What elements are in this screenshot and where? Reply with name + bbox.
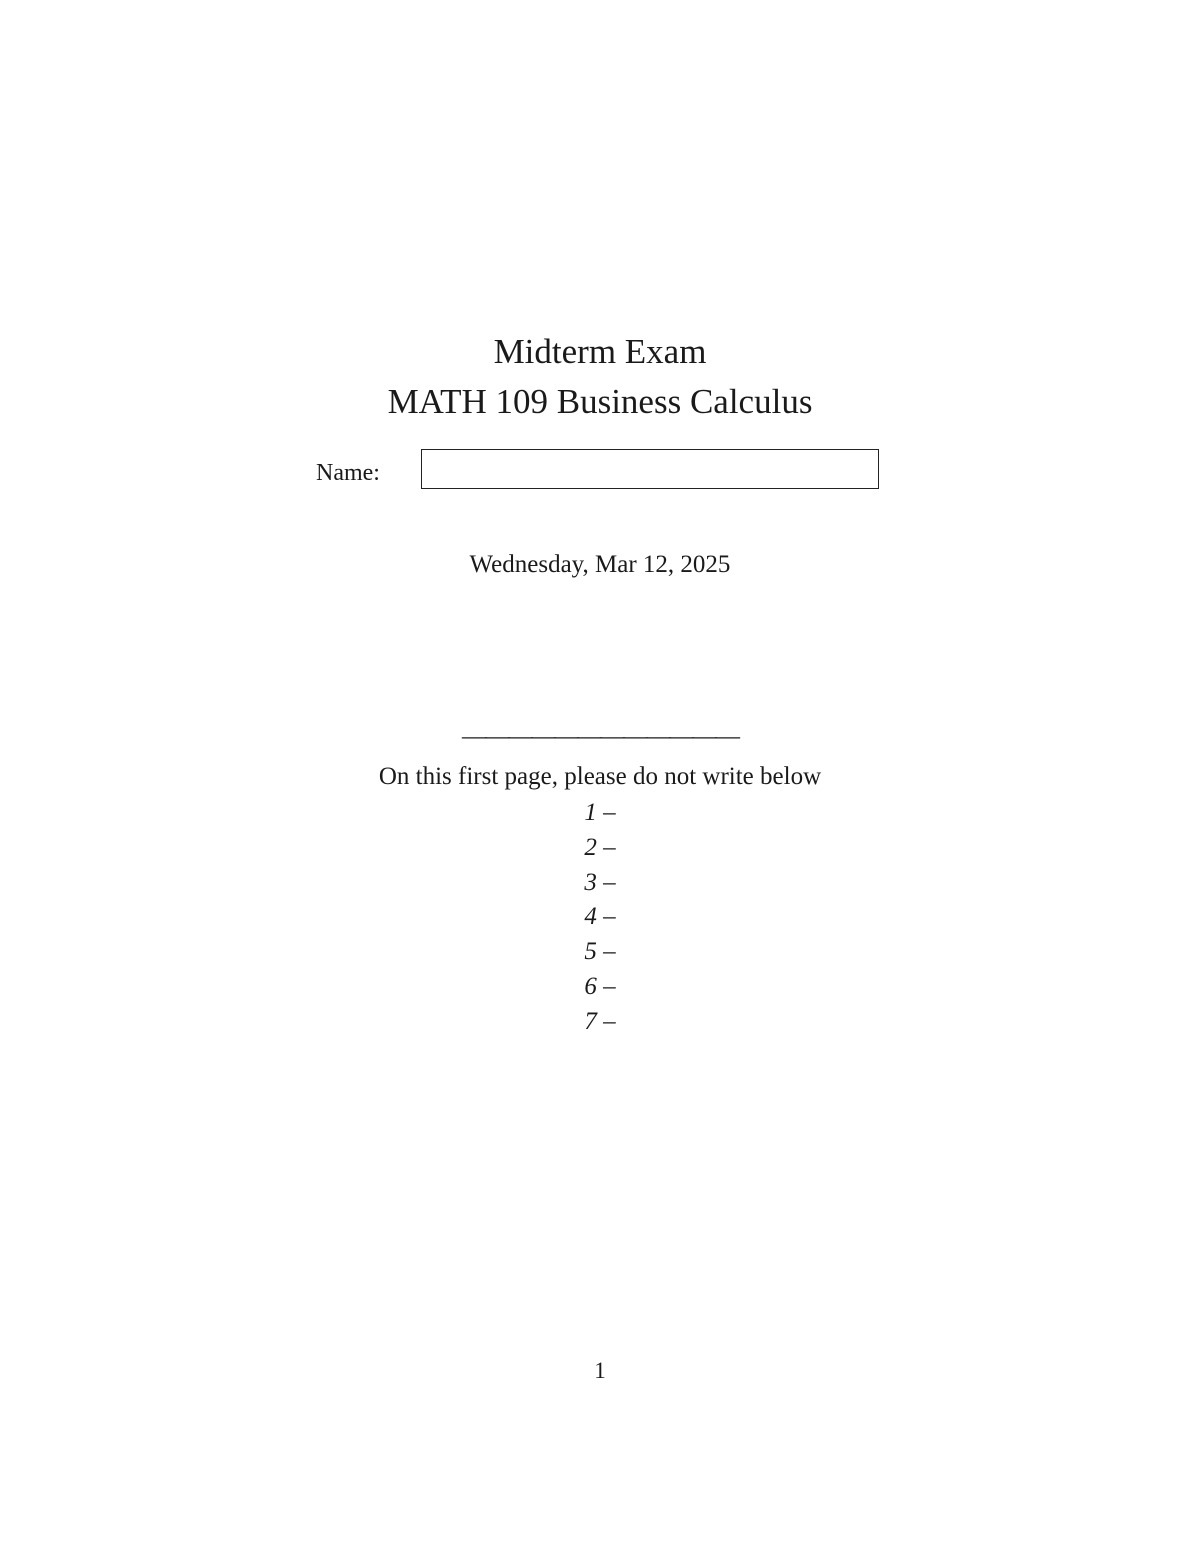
problem-number: 2 [584, 833, 597, 861]
score-separator: – [603, 799, 616, 826]
score-separator: – [603, 833, 616, 861]
exam-date: Wednesday, Mar 12, 2025 [469, 551, 731, 578]
score-list [0, 796, 1200, 1040]
course-title: MATH 109 Business Calculus [387, 382, 813, 421]
page-number: 1 [594, 1358, 606, 1383]
score-row [0, 866, 1200, 901]
problem-number: 7 [584, 1007, 597, 1035]
score-row [0, 970, 1200, 1005]
score-separator: – [603, 903, 616, 931]
name-label: Name: [316, 460, 380, 486]
score-row [0, 1005, 1200, 1040]
problem-number: 1 [584, 799, 597, 826]
score-separator: – [603, 972, 616, 1000]
problem-number: 6 [584, 972, 597, 1000]
score-row [0, 900, 1200, 935]
problem-number: 4 [584, 903, 597, 931]
exam-title: Midterm Exam [493, 332, 707, 371]
score-separator: – [603, 938, 616, 966]
score-row [0, 935, 1200, 970]
name-field[interactable] [421, 449, 879, 489]
score-row [0, 796, 1200, 831]
problem-number: 3 [584, 868, 597, 896]
problem-number: 5 [584, 938, 597, 966]
score-separator: – [603, 868, 616, 896]
grading-notice: On this first page, please do not write below [378, 763, 822, 790]
divider-rule: ———————————— [462, 723, 738, 750]
score-row [0, 831, 1200, 866]
score-separator: – [603, 1007, 616, 1035]
